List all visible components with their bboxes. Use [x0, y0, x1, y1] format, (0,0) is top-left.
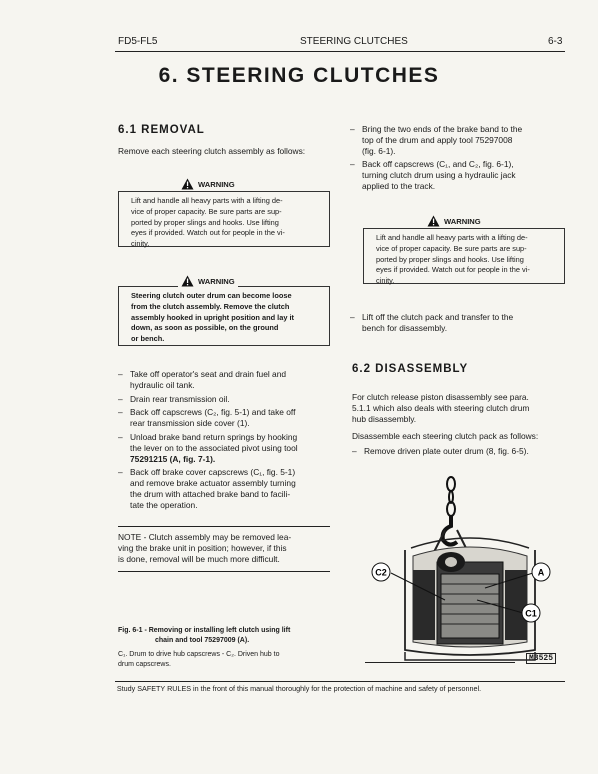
note-rule-bottom: [118, 571, 330, 572]
warning-line: vice of proper capacity. Be sure parts are sup-: [376, 243, 527, 253]
removal-heading: 6.1 REMOVAL: [118, 124, 205, 136]
header-page-number: 6-3: [548, 36, 563, 47]
page-title: 6. STEERING CLUTCHES: [158, 64, 440, 87]
figure-rule: [365, 662, 515, 663]
warning-heading: [424, 215, 484, 227]
figure-tag: M3525: [526, 653, 556, 664]
warning-label: WARNING: [198, 179, 235, 189]
disassembly-steps-list: [352, 446, 568, 460]
figure-caption: Fig. 6-1 - Removing or installing left clutch using lift chain and tool 75297009 (A).: [118, 627, 291, 644]
disassembly-para: For clutch release piston disassembly see para. 5.1.1 which also deals with steering clutch drum hub disassembly.: [352, 392, 530, 424]
list-item: – Unload brake band return springs by hooking the lever on to the associated pivot using tool 75291215 (A, fig. 7-1).: [118, 432, 333, 464]
removal-intro: Remove each steering clutch assembly as follows:: [118, 146, 306, 156]
label-a: A: [537, 567, 545, 578]
steering-clutch-lift-illustration: [365, 470, 575, 670]
header-rule: [115, 51, 565, 52]
warning-line: ported by proper slings and hooks. Use lifting: [376, 254, 524, 264]
warning-box-lifting: [363, 228, 565, 284]
header-left: FD5-FL5: [118, 36, 158, 47]
disassembly-intro: Disassemble each steering clutch pack as follows:: [352, 431, 539, 441]
list-item: – Back off capscrews (C₁, and C₂, fig. 6-1), turning clutch drum using a hydraulic jack applied to the track.: [350, 159, 566, 191]
label-c1: C1: [525, 608, 537, 619]
note-rule-top: [118, 526, 330, 527]
label-c2: C2: [375, 567, 387, 578]
note-text: NOTE - Clutch assembly may be removed lea- ving the brake unit in position; however, if this is done, removal will be much more difficult.: [118, 532, 292, 564]
footer-safety-note: Study SAFETY RULES in the front of this manual thoroughly for the protection of machine and safety of personnel.: [116, 684, 482, 693]
warning-triangle-icon: [427, 215, 440, 227]
warning-heading: [178, 275, 238, 287]
warning-line: eyes if provided. Watch out for people in the vi-: [131, 228, 285, 238]
warning-line: assembly hooked in upright position and lay it: [131, 312, 295, 322]
footer-rule: [115, 681, 565, 682]
list-item: – Back off brake cover capscrews (C₁, fig. 5-1) and remove brake actuator assembly turning the drum with attached brake band to facili- tate the operation.: [118, 467, 333, 510]
list-item: – Drain rear transmission oil.: [118, 394, 333, 405]
warning-triangle-icon: [181, 178, 194, 190]
warning-line: Lift and handle all heavy parts with a lifting de-: [376, 233, 528, 242]
warning-line: or bench.: [131, 334, 165, 344]
warning-label: WARNING: [444, 216, 481, 226]
warning-line: ported by proper slings and hooks. Use lifting: [131, 217, 279, 227]
warning-heading: [178, 178, 238, 190]
list-item: – Back off capscrews (C₂, fig. 5-1) and take off rear transmission side cover (1).: [118, 407, 333, 429]
warning-box-lifting: [118, 191, 330, 247]
disassembly-heading: 6.2 DISASSEMBLY: [352, 363, 469, 375]
warning-box-drum: [118, 286, 330, 346]
warning-label: WARNING: [198, 276, 235, 286]
warning-triangle-icon: [181, 275, 194, 287]
warning-line: down, as soon as possible, on the ground: [131, 323, 279, 333]
list-item: – Remove driven plate outer drum (8, fig. 6-5).: [352, 446, 568, 457]
figure-legend: C₁. Drum to drive hub capscrews - C₂. Driven hub to drum capscrews.: [118, 651, 280, 668]
warning-line: cinity.: [131, 239, 150, 249]
warning-line: from the clutch assembly. Remove the clutch: [131, 301, 290, 311]
lift-step-list: [350, 312, 566, 337]
right-steps-list: [350, 124, 566, 195]
removal-steps-list: [118, 369, 333, 514]
list-item: – Lift off the clutch pack and transfer to the bench for disassembly.: [350, 312, 566, 334]
warning-line: eyes if provided. Watch out for people in the vi-: [376, 265, 530, 275]
list-item: – Take off operator's seat and drain fuel and hydraulic oil tank.: [118, 369, 333, 391]
header-center: STEERING CLUTCHES: [300, 36, 408, 47]
list-item: – Bring the two ends of the brake band to the top of the drum and apply tool 75297008 (fig. 6-1).: [350, 124, 566, 156]
warning-line: vice of proper capacity. Be sure parts are sup-: [131, 206, 282, 216]
warning-line: Steering clutch outer drum can become loose: [131, 291, 292, 300]
warning-line: Lift and handle all heavy parts with a lifting de-: [131, 196, 283, 205]
warning-line: cinity.: [376, 276, 395, 286]
